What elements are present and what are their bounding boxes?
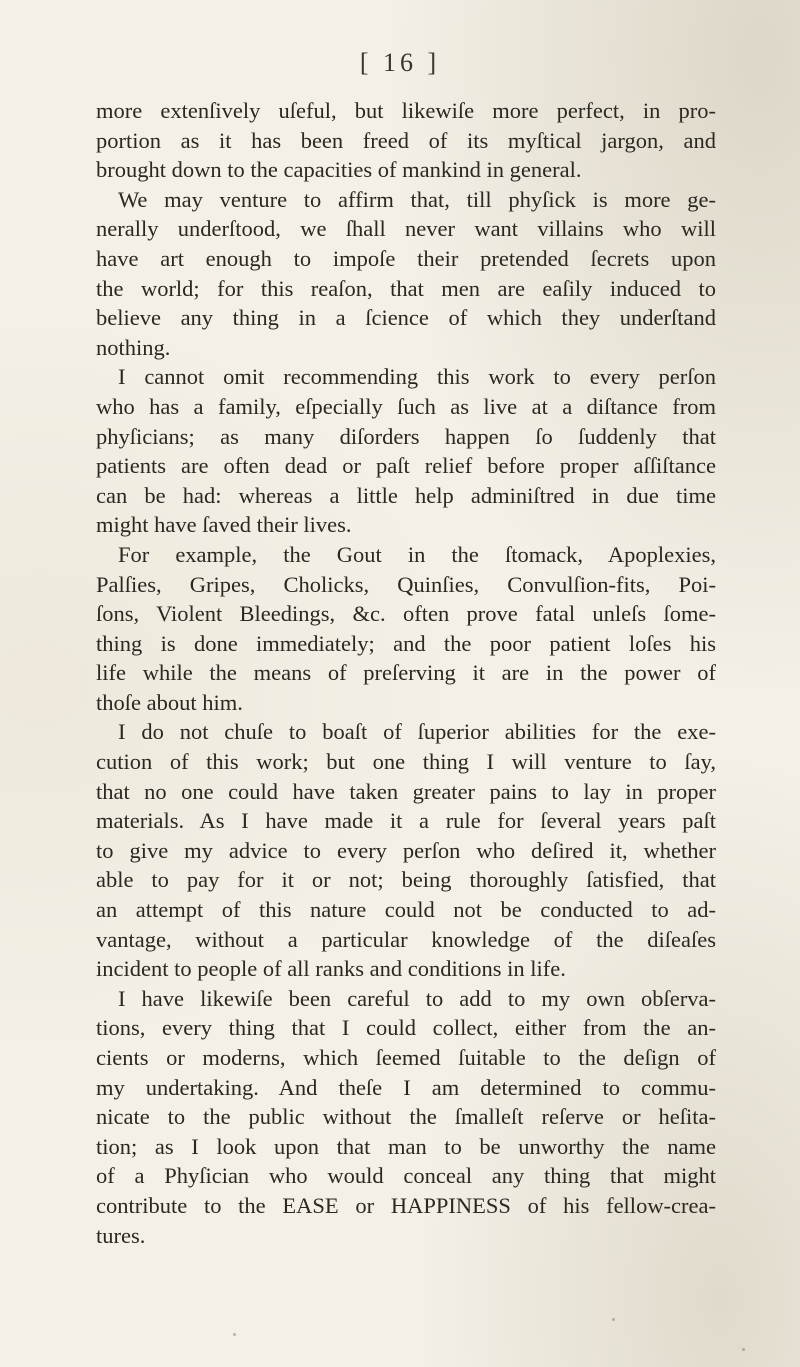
text-line: We may venture to affirm that, till phyſick is more ge- xyxy=(118,186,716,212)
text-line: brought down to the capacities of mankind in general. xyxy=(96,157,582,183)
text-line: I cannot omit recommending this work to every perſon xyxy=(118,364,716,390)
paragraph-3 xyxy=(96,362,716,540)
text-line: I do not chuſe to boaſt of ſuperior abilities for the exe- xyxy=(118,719,716,745)
text-line: nothing. xyxy=(96,334,171,360)
text-line: incident to people of all ranks and conditions in life. xyxy=(96,956,566,982)
paper-speck xyxy=(742,1348,745,1351)
text-line: who has a family, eſpecially ſuch as live at a diſtance from xyxy=(96,393,716,419)
text-line: an attempt of this nature could not be conducted to ad- xyxy=(96,897,716,923)
text-line: patients are often dead or paſt relief before proper aſſiſtance xyxy=(96,453,716,479)
text-line: that no one could have taken greater pains to lay in proper xyxy=(96,778,716,804)
text-line: nicate to the public without the ſmalleſt reſerve or heſita- xyxy=(96,1104,716,1130)
text-line: contribute to the EASE or HAPPINESS of his fellow-crea- xyxy=(96,1192,716,1218)
text-line: cients or moderns, which ſeemed ſuitable to the deſign of xyxy=(96,1045,716,1070)
body-text xyxy=(96,96,716,1250)
text-line: nerally underſtood, we ſhall never want villains who will xyxy=(96,216,716,242)
paragraph-4 xyxy=(96,540,716,718)
text-line: tures. xyxy=(96,1222,146,1248)
text-line: portion as it has been freed of its myſtical jargon, and xyxy=(96,127,716,153)
text-line: tion; as I look upon that man to be unworthy the name xyxy=(96,1133,716,1159)
paragraph-1 xyxy=(96,96,716,185)
text-line: tions, every thing that I could collect, either from the an- xyxy=(96,1015,716,1041)
page-number: [ 16 ] xyxy=(359,48,441,77)
text-line: have art enough to impoſe their pretended ſecrets upon xyxy=(96,245,716,271)
paper-speck xyxy=(233,1333,236,1336)
text-line: cution of this work; but one thing I will venture to ſay, xyxy=(96,749,716,775)
paragraph-6 xyxy=(96,984,716,1250)
text-line: vantage, without a particular knowledge of the diſeaſes xyxy=(96,926,716,952)
paragraph-2 xyxy=(96,185,716,363)
text-line: more extenſively uſeful, but likewiſe more perfect, in pro- xyxy=(96,98,716,123)
text-line: Palſies, Gripes, Cholicks, Quinſies, Convulſion-fits, Poi- xyxy=(96,571,716,597)
text-line: life while the means of preſerving it are in the power of xyxy=(96,660,716,686)
text-line: the world; for this reaſon, that men are eaſily induced to xyxy=(96,275,716,301)
text-line: phyſicians; as many diſorders happen ſo ſuddenly that xyxy=(96,423,716,449)
text-line: believe any thing in a ſcience of which they underſtand xyxy=(96,305,716,331)
text-line: thoſe about him. xyxy=(96,689,243,715)
text-line: ſons, Violent Bleedings, &c. often prove fatal unleſs ſome- xyxy=(96,601,716,627)
text-line: thing is done immediately; and the poor patient loſes his xyxy=(96,630,716,656)
text-line: my undertaking. And theſe I am determined to commu- xyxy=(96,1074,716,1100)
paper-speck xyxy=(612,1318,615,1321)
text-line: For example, the Gout in the ſtomack, Apoplexies, xyxy=(118,541,716,567)
text-line: of a Phyſician who would conceal any thing that might xyxy=(96,1163,716,1189)
text-line: might have ſaved their lives. xyxy=(96,512,352,538)
paragraph-5 xyxy=(96,717,716,983)
text-line: can be had: whereas a little help adminiſtred in due time xyxy=(96,482,716,508)
text-line: to give my advice to every perſon who deſired it, whether xyxy=(96,837,716,863)
text-line: able to pay for it or not; being thoroughly ſatisfied, that xyxy=(96,867,716,893)
text-line: I have likewiſe been careful to add to my own obſerva- xyxy=(118,985,716,1011)
text-line: materials. As I have made it a rule for ſeveral years paſt xyxy=(96,808,716,834)
